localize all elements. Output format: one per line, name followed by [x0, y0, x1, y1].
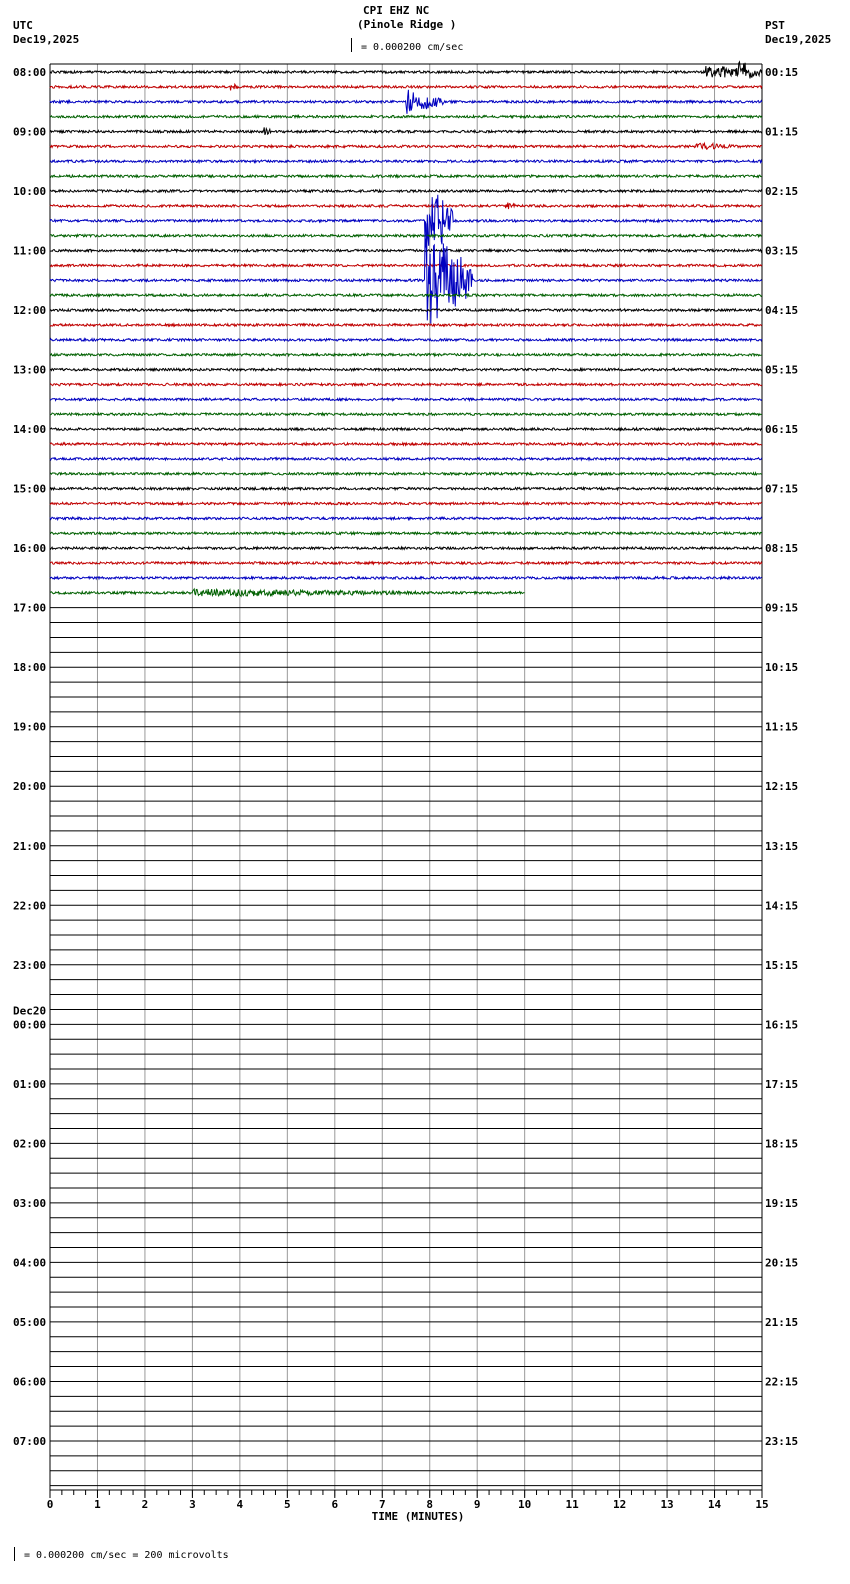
svg-text:13:00: 13:00 [13, 363, 47, 377]
svg-text:20:00: 20:00 [13, 780, 47, 794]
svg-text:Dec20: Dec20 [13, 1004, 47, 1018]
svg-text:06:00: 06:00 [13, 1375, 47, 1389]
svg-text:18:00: 18:00 [13, 661, 47, 675]
svg-text:13:15: 13:15 [765, 839, 799, 853]
left-date: Dec19,2025 [13, 33, 80, 46]
svg-text:05:00: 05:00 [13, 1315, 47, 1329]
svg-text:07:15: 07:15 [765, 482, 799, 496]
svg-text:22:00: 22:00 [13, 899, 47, 913]
svg-text:11: 11 [565, 1498, 579, 1511]
right-timezone: PST [765, 19, 785, 32]
footer-scale-note: = 0.000200 cm/sec = 200 microvolts [24, 1550, 229, 1561]
svg-text:03:15: 03:15 [765, 244, 799, 258]
svg-text:1: 1 [94, 1498, 101, 1511]
svg-text:14:15: 14:15 [765, 899, 799, 913]
svg-text:17:00: 17:00 [13, 601, 47, 615]
svg-text:2: 2 [141, 1498, 149, 1511]
svg-text:15:15: 15:15 [765, 958, 799, 972]
svg-text:09:00: 09:00 [13, 125, 47, 139]
svg-text:7: 7 [378, 1498, 386, 1511]
svg-text:4: 4 [236, 1498, 244, 1511]
svg-text:02:15: 02:15 [765, 185, 799, 199]
svg-text:TIME (MINUTES): TIME (MINUTES) [371, 1510, 465, 1523]
svg-text:11:15: 11:15 [765, 720, 799, 734]
svg-text:12:00: 12:00 [13, 304, 47, 318]
svg-text:00:15: 00:15 [765, 66, 799, 79]
svg-text:18:15: 18:15 [765, 1137, 799, 1151]
svg-text:12:15: 12:15 [765, 780, 799, 794]
svg-text:04:15: 04:15 [765, 304, 799, 318]
svg-text:16:00: 16:00 [13, 542, 47, 556]
footer-scale-icon [14, 1547, 15, 1561]
scale-label: = 0.000200 cm/sec [361, 42, 464, 53]
left-timezone: UTC [13, 19, 33, 32]
svg-text:17:15: 17:15 [765, 1077, 799, 1091]
svg-text:10:15: 10:15 [765, 661, 799, 675]
svg-text:14: 14 [707, 1498, 722, 1511]
svg-text:12: 12 [612, 1498, 627, 1511]
station-name: (Pinole Ridge ) [357, 18, 457, 31]
svg-text:16:15: 16:15 [765, 1018, 799, 1032]
svg-text:02:00: 02:00 [13, 1137, 47, 1151]
svg-text:01:15: 01:15 [765, 125, 799, 139]
svg-text:20:15: 20:15 [765, 1256, 799, 1270]
svg-text:01:00: 01:00 [13, 1077, 47, 1091]
svg-text:00:00: 00:00 [13, 1018, 47, 1032]
svg-text:15:00: 15:00 [13, 482, 47, 496]
svg-text:22:15: 22:15 [765, 1375, 799, 1389]
svg-text:19:15: 19:15 [765, 1196, 799, 1210]
svg-text:6: 6 [331, 1498, 339, 1511]
svg-text:11:00: 11:00 [13, 244, 47, 258]
svg-text:5: 5 [284, 1498, 291, 1511]
right-date: Dec19,2025 [765, 33, 832, 46]
svg-text:03:00: 03:00 [13, 1196, 47, 1210]
svg-text:23:00: 23:00 [13, 958, 47, 972]
svg-text:09:15: 09:15 [765, 601, 799, 615]
svg-text:10: 10 [518, 1498, 532, 1511]
svg-text:0: 0 [46, 1498, 54, 1511]
svg-text:8: 8 [426, 1498, 434, 1511]
svg-text:15: 15 [755, 1498, 769, 1511]
station-title: CPI EHZ NC [363, 4, 430, 17]
svg-text:07:00: 07:00 [13, 1434, 47, 1448]
svg-text:06:15: 06:15 [765, 423, 799, 437]
svg-text:19:00: 19:00 [13, 720, 47, 734]
svg-text:13: 13 [660, 1498, 674, 1511]
svg-text:04:00: 04:00 [13, 1256, 47, 1270]
svg-text:9: 9 [473, 1498, 481, 1511]
svg-text:10:00: 10:00 [13, 185, 47, 199]
svg-text:05:15: 05:15 [765, 363, 799, 377]
svg-text:08:00: 08:00 [13, 66, 47, 79]
svg-text:23:15: 23:15 [765, 1434, 799, 1448]
svg-text:21:00: 21:00 [13, 839, 47, 853]
svg-text:3: 3 [189, 1498, 196, 1511]
svg-text:08:15: 08:15 [765, 542, 799, 556]
svg-text:14:00: 14:00 [13, 423, 47, 437]
svg-text:21:15: 21:15 [765, 1315, 799, 1329]
